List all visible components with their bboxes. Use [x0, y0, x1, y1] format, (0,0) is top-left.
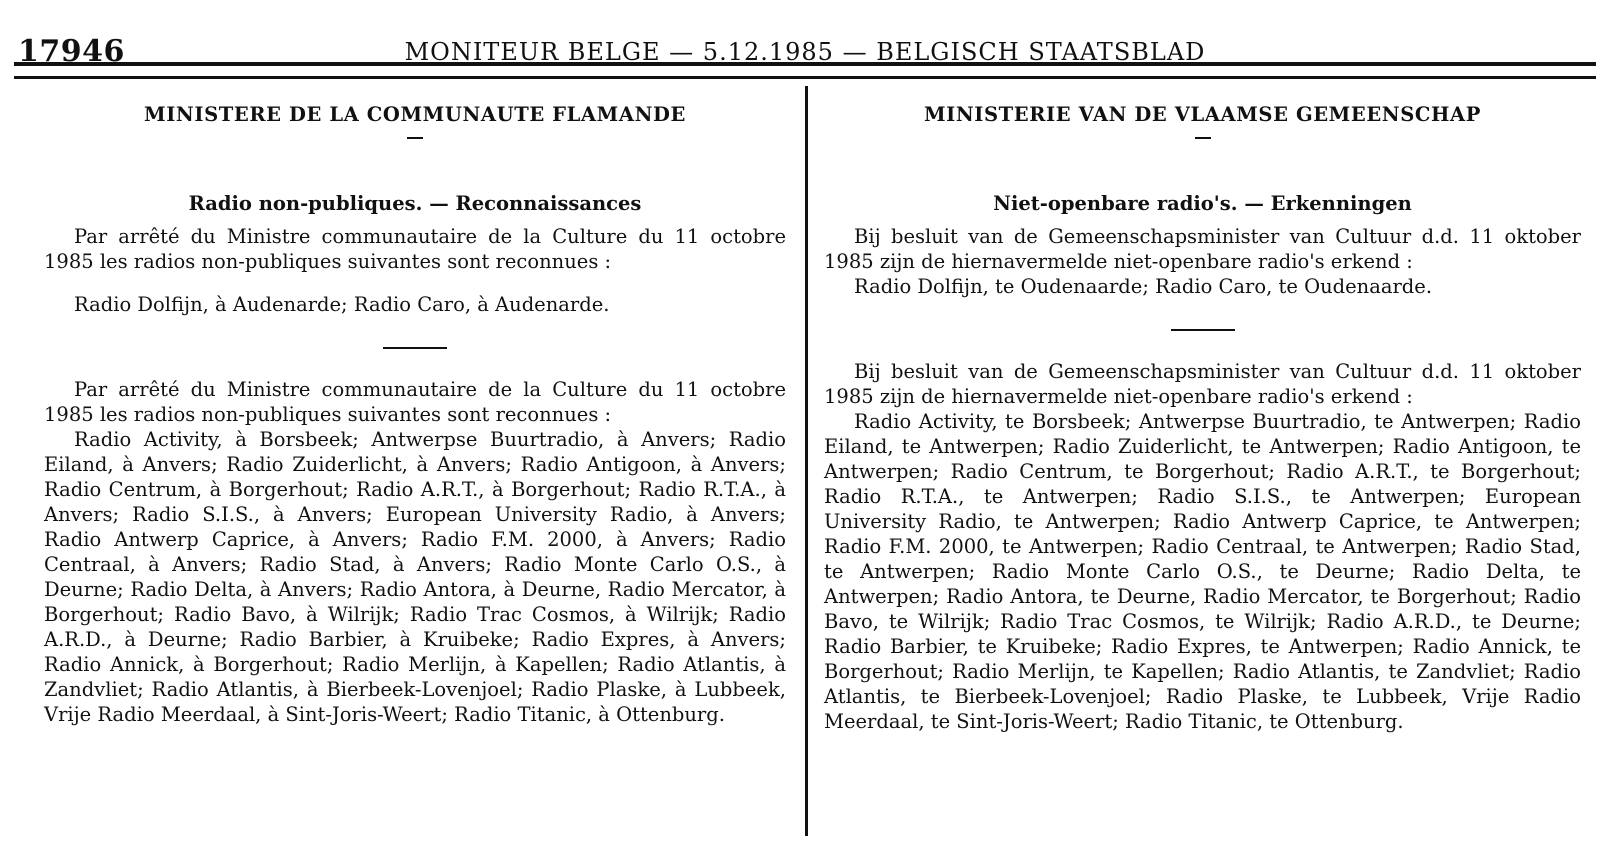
decree-paragraph-2-fr: Par arrêté du Ministre communautaire de la Culture du 11 octobre 1985 les radios non-publiques suivantes sont reconnues :: [44, 378, 786, 426]
dutch-column: [824, 96, 1581, 734]
section-title-fr: Radio non-publiques. — Reconnaissances: [188, 192, 642, 215]
ministry-heading-fr: MINISTERE DE LA COMMUNAUTE FLAMANDE: [144, 103, 686, 126]
page-number: 17946: [18, 34, 125, 69]
radio-list-2-fr: Radio Activity, à Borsbeek; Antwerpse Buurtradio, à Anvers; Radio Eiland, à Anvers; Radio Zuiderlicht, à Anvers; Radio Antigoon, à Anvers; Radio Centrum, à Borgerhout; Radio A.R.T., à Borgerhout; Radio R.T.A., à Anvers; Radio S.I.S., à Anvers; European University Radio, à Anvers; Radio Antwerp Caprice, à Anvers; Radio F.M. 2000, à Anvers; Radio Centraal, à Anvers; Radio Stad, à Anvers; Radio Monte Carlo O.S., à Deurne; Radio Delta, à Anvers; Radio Antora, à Deurne, Radio Mercator, à Borgerhout; Radio Bavo, à Wilrijk; Radio Trac Cosmos, à Wilrijk; Radio A.R.D., à Deurne; Radio Barbier, à Kruibeke; Radio Expres, à Anvers; Radio Annick, à Borgerhout; Radio Merlijn, à Kapellen; Radio Atlantis, à Zandvliet; Radio Atlantis, à Bierbeek-Lovenjoel; Radio Plaske, à Lubbeek, Vrije Radio Meerdaal, à Sint-Joris-Weert; Radio Titanic, à Ottenburg.: [44, 428, 786, 726]
ministry-heading-nl: MINISTERIE VAN DE VLAAMSE GEMEENSCHAP: [923, 103, 1482, 126]
radio-list-1-nl: Radio Dolfijn, te Oudenaarde; Radio Caro, te Oudenaarde.: [854, 275, 1433, 298]
page-header: [0, 32, 1610, 80]
decree-paragraph-2-nl: Bij besluit van de Gemeenschapsminister van Cultuur d.d. 11 oktober 1985 zijn de hiernavermelde niet-openbare radio's erkend :: [824, 360, 1581, 408]
header-rule: [14, 76, 1596, 79]
decree-paragraph-1-fr: Par arrêté du Ministre communautaire de la Culture du 11 octobre 1985 les radios non-publiques suivantes sont reconnues :: [44, 225, 786, 273]
french-column: [44, 96, 786, 727]
radio-list-1-fr: Radio Dolfijn, à Audenarde; Radio Caro, à Audenarde.: [74, 293, 610, 316]
section-title-nl: Niet-openbare radio's. — Erkenningen: [993, 192, 1412, 215]
publication-title: MONITEUR BELGE — 5.12.1985 — BELGISCH STAATSBLAD: [404, 38, 1206, 66]
section-separator: [383, 347, 447, 349]
section-separator: [1171, 329, 1235, 331]
heading-dash: [1195, 137, 1211, 139]
radio-list-2-nl: Radio Activity, te Borsbeek; Antwerpse Buurtradio, te Antwerpen; Radio Eiland, te Antwerpen; Radio Zuiderlicht, te Antwerpen; Radio Antigoon, te Antwerpen; Radio Centrum, te Borgerhout; Radio A.R.T., te Borgerhout; Radio R.T.A., te Antwerpen; Radio S.I.S., te Antwerpen; European University Radio, te Antwerpen; Radio Antwerp Caprice, te Antwerpen; Radio F.M. 2000, te Antwerpen; Radio Centraal, te Antwerpen; Radio Stad, te Antwerpen; Radio Monte Carlo O.S., te Deurne; Radio Delta, te Antwerpen; Radio Antora, te Deurne, Radio Mercator, te Borgerhout; Radio Bavo, te Wilrijk; Radio Trac Cosmos, te Wilrijk; Radio A.R.D., te Deurne; Radio Barbier, te Kruibeke; Radio Expres, te Antwerpen; Radio Annick, te Borgerhout; Radio Merlijn, te Kapellen; Radio Atlantis, te Zandvliet; Radio Atlantis, te Bierbeek-Lovenjoel; Radio Plaske, te Lubbeek, Vrije Radio Meerdaal, te Sint-Joris-Weert; Radio Titanic, te Ottenburg.: [824, 410, 1581, 733]
column-divider: [805, 86, 808, 836]
heading-dash: [407, 137, 423, 139]
decree-paragraph-1-nl: Bij besluit van de Gemeenschapsminister van Cultuur d.d. 11 oktober 1985 zijn de hiernavermelde niet-openbare radio's erkend :: [824, 225, 1581, 273]
